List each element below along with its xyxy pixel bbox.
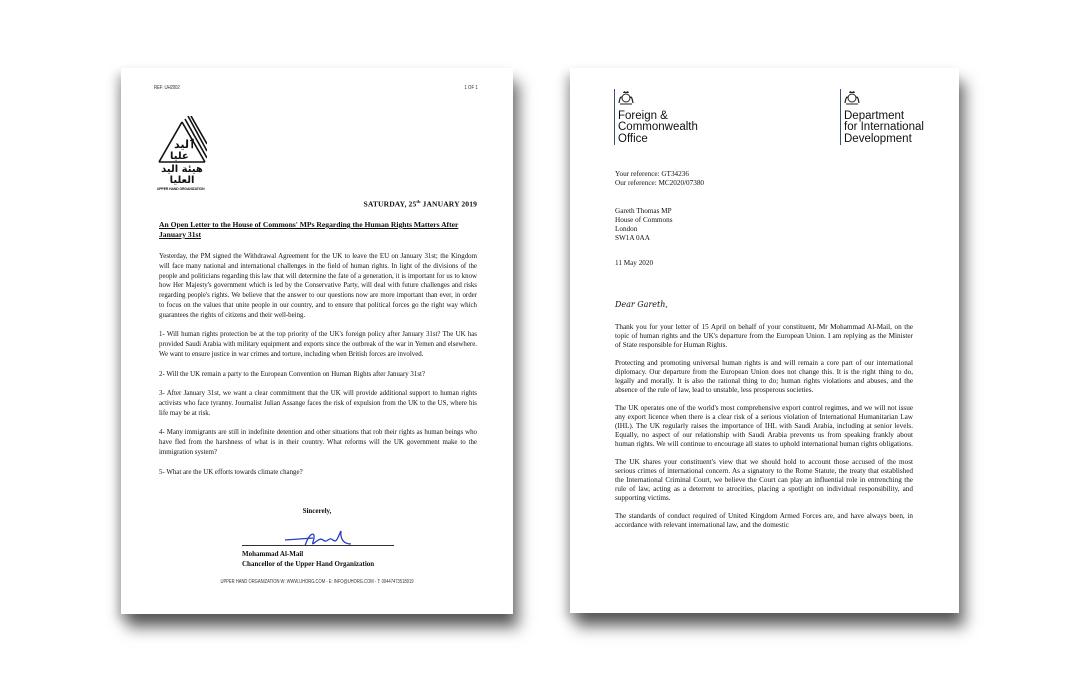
letter-date: SATURDAY, 25th JANUARY 2019: [363, 199, 477, 209]
page-number: 1 OF 1: [464, 85, 478, 91]
signer-block: [242, 550, 374, 569]
salutation: Dear Gareth,: [615, 300, 668, 309]
question-4: 4- Many immigrants are still in indefinite detention and other situations that rob their rights as human beings who have fled from the harshness of what is in their country. What reforms will the UK government make to the immigration system?: [159, 429, 477, 456]
letter-body: [159, 252, 477, 487]
fco-logo: Foreign & Commonwealth Office: [614, 89, 698, 145]
paragraph-3: The UK operates one of the world's most comprehensive export control regimes, and we will not issue any export licence when there is a clear risk of a serious violation of International Humanitarian Law (IHL). The UK regularly raises the importance of IHL with Saudi Arabia, including at senior levels. Equally, no aspect of our relationship with Saudi Arabia prevents us from speaking frankly about human rights. We will continue to encourage all states to uphold international human rights obligations.: [615, 404, 913, 448]
logo-english-name: UPPER HAND ORGANIZATION: [157, 186, 205, 191]
letter-title: An Open Letter to the House of Commons' MPs Regarding the Human Rights Matters After January 31st: [159, 220, 459, 239]
dfid-logo: Department for International Development: [840, 89, 924, 145]
paragraph-5: The standards of conduct required of United Kingdom Armed Forces are, and have always been, in accordance with relevant international law, and the domestic: [615, 512, 913, 529]
svg-text:ٱلید: ٱلید: [174, 138, 196, 151]
upper-hand-logo: [157, 116, 215, 190]
royal-crest-icon: [844, 89, 860, 105]
signature-line: [242, 545, 394, 546]
paragraph-2: Protecting and promoting universal human rights is and will remain a core part of our international diplomacy. Our departure from the European Union does not change this. It is the right thing to do, legally and morally. It is also the rational thing to do; human rights violations and abuses, and the absence of the rule of law, lead to unstable, less prosperous societies.: [615, 359, 913, 394]
signer-name: Mohammad Al-Mail: [242, 550, 304, 558]
signer-title: Chancellor of the Upper Hand Organization: [242, 559, 375, 568]
reference-number: REF: UH2002: [154, 85, 180, 91]
signature-icon: [283, 528, 353, 550]
svg-text:علیا: علیا: [170, 151, 189, 162]
letter-date: 11 May 2020: [615, 259, 654, 267]
question-5: 5- What are the UK efforts towards climate change?: [159, 468, 303, 476]
reference-block: [615, 170, 704, 188]
fco-dfid-letter-page: [570, 68, 959, 613]
letter-body: [615, 323, 913, 539]
royal-crest-icon: [618, 89, 634, 105]
your-reference: Your reference: GT34236: [615, 170, 689, 178]
letter-footer: UPPER HAND ORGANIZATION W: WWW.UHORG.COM - E: INFO@UHORG.COM - T: 00447473518919: [220, 579, 414, 585]
question-1: 1- Will human rights protection be at the top priority of the UK's foreign policy after January 31st? The UK has provided Saudi Arabia with military equipment and exports since the outbreak of the war in Yemen and elsewhere. We want to ensure justice in war crimes and torture, including when British forces are involved.: [159, 331, 477, 358]
triangle-logo-icon: [157, 116, 207, 164]
paragraph-4: The UK shares your constituent's view that we should hold to account those accused of the most serious crimes of international concern. As a signatory to the Rome Statute, the treaty that established the International Criminal Court, we believe the Court can play an influential role in entrenching the rule of law, acting as a deterrent to atrocities, placing a spotlight on individual responsibility, and supporting victims.: [615, 458, 913, 502]
question-2: 2- Will the UK remain a party to the European Convention on Human Rights after January 31st?: [159, 370, 425, 378]
our-reference: Our reference: MC2020/07380: [615, 179, 705, 187]
upper-hand-letter-page: [121, 68, 513, 614]
logo-arabic-name: هيئة اليد العليا: [161, 164, 203, 186]
question-3: 3- After January 31st, we want a clear commitment that the UK will provide additional support to human rights activists who face tyranny. Journalist Julian Assange faces the risk of expulsion from the UK to the US, where his life may be at risk.: [159, 390, 477, 417]
closing: Sincerely,: [302, 507, 332, 515]
paragraph-1: Thank you for your letter of 15 April on behalf of your constituent, Mr Mohammad Al-Mail, on the topic of human rights and the UK's departure from the European Union. I am replying as the Minister of State responsible for Human Rights.: [615, 323, 913, 349]
paragraph-intro: Yesterday, the PM signed the Withdrawal Agreement for the UK to leave the EU on January 31st; the Kingdom will face many national and international challenges in the field of human rights. In light of the divisions of the people and politicians regarding this law that will determine the fate of a generation, it is important for us to know how Her Majesty's government which is led by the Conservative Party, will deal with future challenges and risks regarding people's rights. We believe that the answer to our questions now are more important than ever, in order to focus on the values that unite people in our country, and to ensure that political forces go the right way which guarantees the rights of citizens and their well-being.: [159, 253, 477, 319]
recipient-address: Gareth Thomas MP House of Commons London SW1A 0AA: [615, 207, 673, 242]
